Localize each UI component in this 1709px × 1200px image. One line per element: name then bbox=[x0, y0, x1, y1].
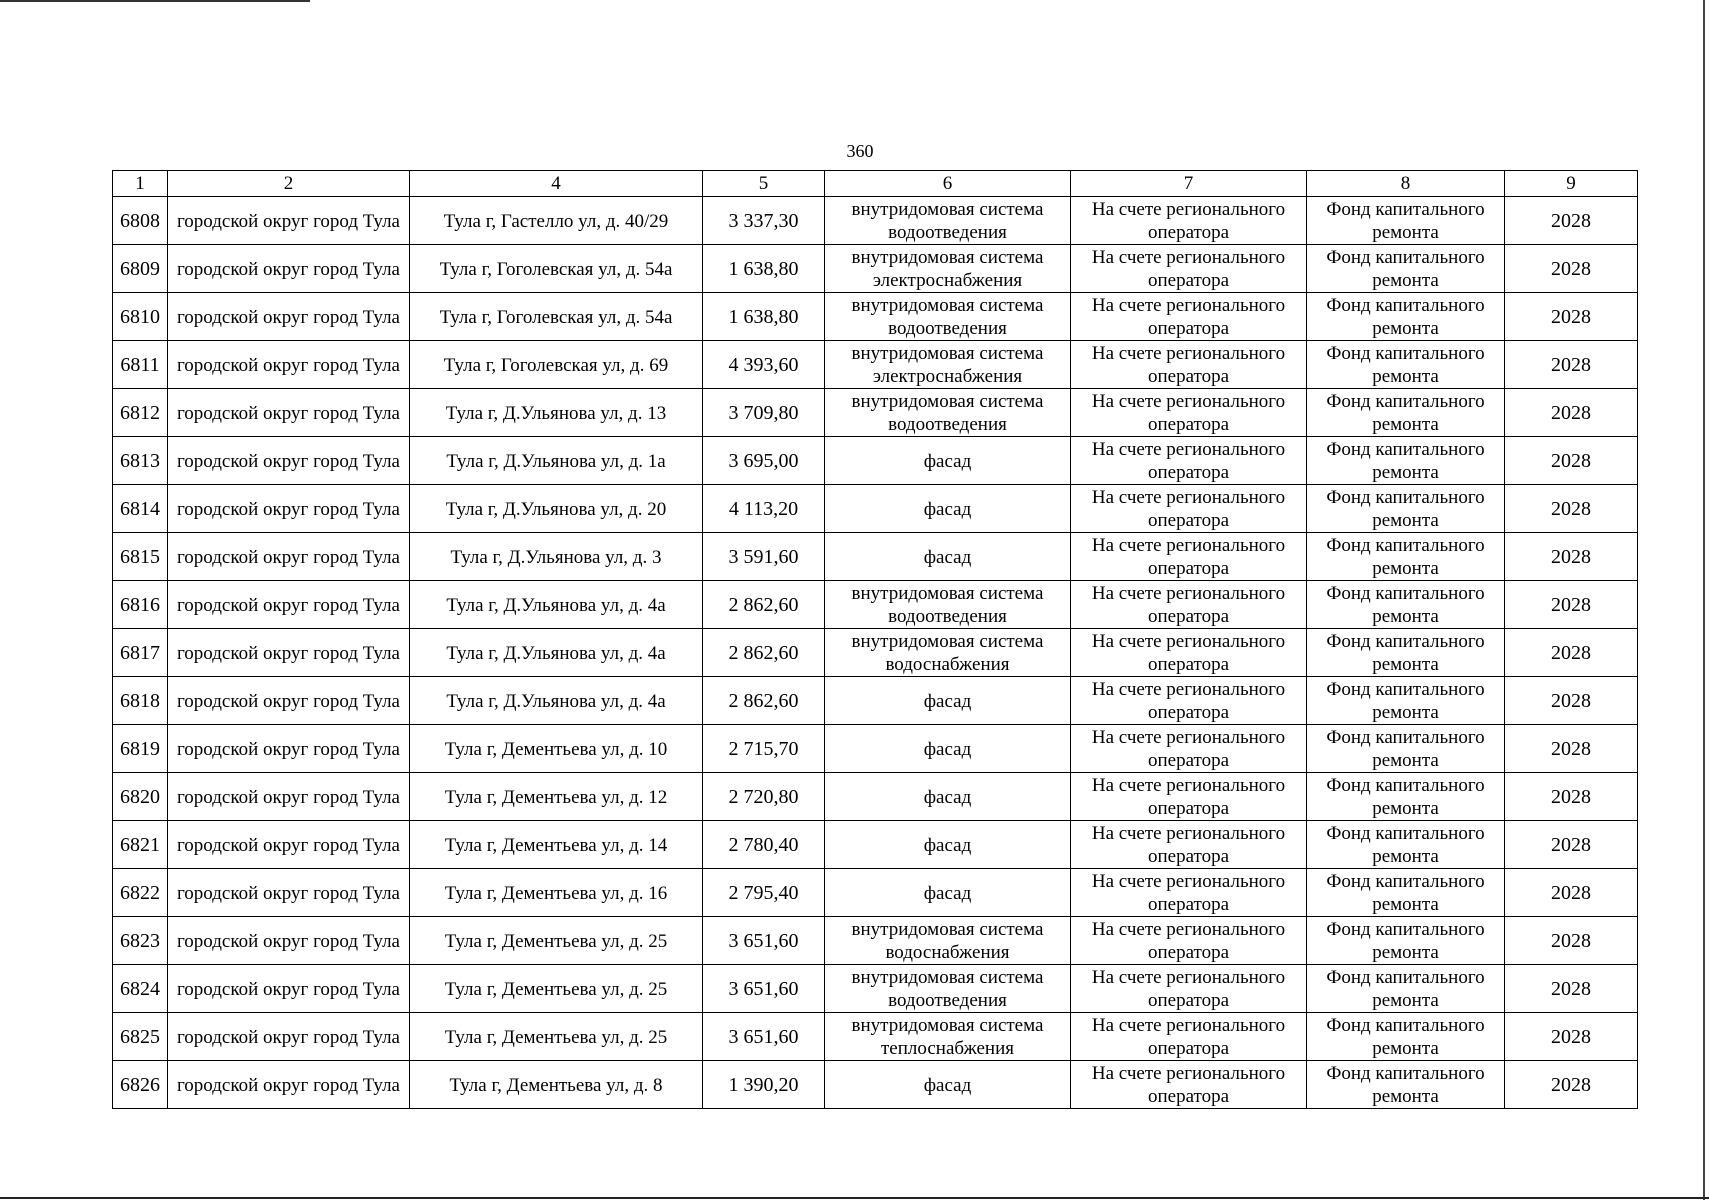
planned-year-cell: 2028 bbox=[1505, 1061, 1638, 1109]
municipality-cell: городской округ город Тула bbox=[168, 677, 410, 725]
planned-year-cell: 2028 bbox=[1505, 725, 1638, 773]
area-cell: 1 638,80 bbox=[703, 293, 825, 341]
row-number-cell: 6815 bbox=[113, 533, 168, 581]
funding-source-cell: Фонд капитального ремонта bbox=[1307, 1061, 1505, 1109]
fund-account-cell: На счете регионального оператора bbox=[1071, 197, 1307, 245]
area-cell: 3 651,60 bbox=[703, 965, 825, 1013]
table-row bbox=[113, 197, 1638, 245]
funding-source-cell: Фонд капитального ремонта bbox=[1307, 245, 1505, 293]
address-cell: Тула г, Дементьева ул, д. 25 bbox=[410, 917, 703, 965]
planned-year-cell: 2028 bbox=[1505, 437, 1638, 485]
structural-element-cell: внутридомовая система теплоснабжения bbox=[825, 1013, 1071, 1061]
row-number-cell: 6825 bbox=[113, 1013, 168, 1061]
structural-element-cell: внутридомовая система электроснабжения bbox=[825, 341, 1071, 389]
row-number-cell: 6819 bbox=[113, 725, 168, 773]
structural-element-cell: внутридомовая система водоотведения bbox=[825, 197, 1071, 245]
area-cell: 3 709,80 bbox=[703, 389, 825, 437]
fund-account-cell: На счете регионального оператора bbox=[1071, 245, 1307, 293]
structural-element-cell: фасад bbox=[825, 821, 1071, 869]
column-header: 5 bbox=[703, 171, 825, 197]
structural-element-cell: фасад bbox=[825, 485, 1071, 533]
structural-element-cell: внутридомовая система электроснабжения bbox=[825, 245, 1071, 293]
structural-element-cell: фасад bbox=[825, 773, 1071, 821]
row-number-cell: 6823 bbox=[113, 917, 168, 965]
structural-element-cell: фасад bbox=[825, 533, 1071, 581]
table-row bbox=[113, 341, 1638, 389]
fund-account-cell: На счете регионального оператора bbox=[1071, 389, 1307, 437]
row-number-cell: 6813 bbox=[113, 437, 168, 485]
address-cell: Тула г, Д.Ульянова ул, д. 1а bbox=[410, 437, 703, 485]
structural-element-cell: внутридомовая система водоснабжения bbox=[825, 629, 1071, 677]
fund-account-cell: На счете регионального оператора bbox=[1071, 485, 1307, 533]
planned-year-cell: 2028 bbox=[1505, 533, 1638, 581]
table-row bbox=[113, 629, 1638, 677]
fund-account-cell: На счете регионального оператора bbox=[1071, 1061, 1307, 1109]
funding-source-cell: Фонд капитального ремонта bbox=[1307, 533, 1505, 581]
planned-year-cell: 2028 bbox=[1505, 917, 1638, 965]
fund-account-cell: На счете регионального оператора bbox=[1071, 725, 1307, 773]
planned-year-cell: 2028 bbox=[1505, 965, 1638, 1013]
row-number-cell: 6814 bbox=[113, 485, 168, 533]
scan-bottom-edge-line bbox=[0, 1197, 1709, 1199]
municipality-cell: городской округ город Тула bbox=[168, 293, 410, 341]
column-header: 7 bbox=[1071, 171, 1307, 197]
planned-year-cell: 2028 bbox=[1505, 245, 1638, 293]
area-cell: 3 651,60 bbox=[703, 1013, 825, 1061]
row-number-cell: 6817 bbox=[113, 629, 168, 677]
municipality-cell: городской округ город Тула bbox=[168, 437, 410, 485]
planned-year-cell: 2028 bbox=[1505, 1013, 1638, 1061]
structural-element-cell: внутридомовая система водоотведения bbox=[825, 581, 1071, 629]
area-cell: 3 695,00 bbox=[703, 437, 825, 485]
planned-year-cell: 2028 bbox=[1505, 485, 1638, 533]
area-cell: 4 113,20 bbox=[703, 485, 825, 533]
row-number-cell: 6820 bbox=[113, 773, 168, 821]
structural-element-cell: внутридомовая система водоотведения bbox=[825, 389, 1071, 437]
table-row bbox=[113, 773, 1638, 821]
area-cell: 2 795,40 bbox=[703, 869, 825, 917]
municipality-cell: городской округ город Тула bbox=[168, 197, 410, 245]
row-number-cell: 6824 bbox=[113, 965, 168, 1013]
municipality-cell: городской округ город Тула bbox=[168, 725, 410, 773]
table-row bbox=[113, 581, 1638, 629]
funding-source-cell: Фонд капитального ремонта bbox=[1307, 389, 1505, 437]
table-row bbox=[113, 245, 1638, 293]
area-cell: 2 862,60 bbox=[703, 629, 825, 677]
funding-source-cell: Фонд капитального ремонта bbox=[1307, 869, 1505, 917]
row-number-cell: 6822 bbox=[113, 869, 168, 917]
structural-element-cell: внутридомовая система водоснабжения bbox=[825, 917, 1071, 965]
area-cell: 1 638,80 bbox=[703, 245, 825, 293]
area-cell: 3 651,60 bbox=[703, 917, 825, 965]
planned-year-cell: 2028 bbox=[1505, 581, 1638, 629]
row-number-cell: 6812 bbox=[113, 389, 168, 437]
funding-source-cell: Фонд капитального ремонта bbox=[1307, 725, 1505, 773]
structural-element-cell: фасад bbox=[825, 1061, 1071, 1109]
column-number-header-row bbox=[113, 171, 1638, 197]
planned-year-cell: 2028 bbox=[1505, 197, 1638, 245]
structural-element-cell: фасад bbox=[825, 869, 1071, 917]
address-cell: Тула г, Д.Ульянова ул, д. 4а bbox=[410, 581, 703, 629]
fund-account-cell: На счете регионального оператора bbox=[1071, 341, 1307, 389]
address-cell: Тула г, Дементьева ул, д. 8 bbox=[410, 1061, 703, 1109]
fund-account-cell: На счете регионального оператора bbox=[1071, 965, 1307, 1013]
municipality-cell: городской округ город Тула bbox=[168, 965, 410, 1013]
area-cell: 3 337,30 bbox=[703, 197, 825, 245]
fund-account-cell: На счете регионального оператора bbox=[1071, 821, 1307, 869]
planned-year-cell: 2028 bbox=[1505, 629, 1638, 677]
area-cell: 2 862,60 bbox=[703, 581, 825, 629]
address-cell: Тула г, Дементьева ул, д. 25 bbox=[410, 1013, 703, 1061]
page-number: 360 bbox=[846, 141, 874, 161]
structural-element-cell: фасад bbox=[825, 725, 1071, 773]
table-row bbox=[113, 869, 1638, 917]
fund-account-cell: На счете регионального оператора bbox=[1071, 773, 1307, 821]
table-row bbox=[113, 389, 1638, 437]
municipality-cell: городской округ город Тула bbox=[168, 821, 410, 869]
address-cell: Тула г, Дементьева ул, д. 12 bbox=[410, 773, 703, 821]
fund-account-cell: На счете регионального оператора bbox=[1071, 1013, 1307, 1061]
municipality-cell: городской округ город Тула bbox=[168, 1061, 410, 1109]
scan-right-edge-line bbox=[1703, 0, 1705, 1200]
address-cell: Тула г, Д.Ульянова ул, д. 13 bbox=[410, 389, 703, 437]
fund-account-cell: На счете регионального оператора bbox=[1071, 293, 1307, 341]
table-row bbox=[113, 677, 1638, 725]
area-cell: 2 862,60 bbox=[703, 677, 825, 725]
funding-source-cell: Фонд капитального ремонта bbox=[1307, 293, 1505, 341]
table-row bbox=[113, 485, 1638, 533]
area-cell: 4 393,60 bbox=[703, 341, 825, 389]
structural-element-cell: внутридомовая система водоотведения bbox=[825, 965, 1071, 1013]
area-cell: 2 780,40 bbox=[703, 821, 825, 869]
table-row bbox=[113, 533, 1638, 581]
municipality-cell: городской округ город Тула bbox=[168, 533, 410, 581]
funding-source-cell: Фонд капитального ремонта bbox=[1307, 821, 1505, 869]
funding-source-cell: Фонд капитального ремонта bbox=[1307, 917, 1505, 965]
fund-account-cell: На счете регионального оператора bbox=[1071, 437, 1307, 485]
area-cell: 1 390,20 bbox=[703, 1061, 825, 1109]
municipality-cell: городской округ город Тула bbox=[168, 245, 410, 293]
area-cell: 2 720,80 bbox=[703, 773, 825, 821]
municipality-cell: городской округ город Тула bbox=[168, 629, 410, 677]
planned-year-cell: 2028 bbox=[1505, 341, 1638, 389]
row-number-cell: 6808 bbox=[113, 197, 168, 245]
funding-source-cell: Фонд капитального ремонта bbox=[1307, 965, 1505, 1013]
address-cell: Тула г, Д.Ульянова ул, д. 3 bbox=[410, 533, 703, 581]
address-cell: Тула г, Дементьева ул, д. 25 bbox=[410, 965, 703, 1013]
funding-source-cell: Фонд капитального ремонта bbox=[1307, 773, 1505, 821]
structural-element-cell: фасад bbox=[825, 677, 1071, 725]
table-row bbox=[113, 725, 1638, 773]
planned-year-cell: 2028 bbox=[1505, 821, 1638, 869]
table-row bbox=[113, 1013, 1638, 1061]
address-cell: Тула г, Д.Ульянова ул, д. 4а bbox=[410, 629, 703, 677]
address-cell: Тула г, Дементьева ул, д. 14 bbox=[410, 821, 703, 869]
area-cell: 3 591,60 bbox=[703, 533, 825, 581]
table-row bbox=[113, 917, 1638, 965]
municipality-cell: городской округ город Тула bbox=[168, 485, 410, 533]
address-cell: Тула г, Д.Ульянова ул, д. 4а bbox=[410, 677, 703, 725]
planned-year-cell: 2028 bbox=[1505, 293, 1638, 341]
planned-year-cell: 2028 bbox=[1505, 389, 1638, 437]
table-row bbox=[113, 1061, 1638, 1109]
planned-year-cell: 2028 bbox=[1505, 677, 1638, 725]
table-body bbox=[113, 197, 1638, 1109]
address-cell: Тула г, Гоголевская ул, д. 54а bbox=[410, 293, 703, 341]
column-header: 1 bbox=[113, 171, 168, 197]
funding-source-cell: Фонд капитального ремонта bbox=[1307, 437, 1505, 485]
structural-element-cell: внутридомовая система водоотведения bbox=[825, 293, 1071, 341]
fund-account-cell: На счете регионального оператора bbox=[1071, 629, 1307, 677]
address-cell: Тула г, Дементьева ул, д. 16 bbox=[410, 869, 703, 917]
fund-account-cell: На счете регионального оператора bbox=[1071, 581, 1307, 629]
scan-top-edge-line bbox=[0, 0, 310, 2]
funding-source-cell: Фонд капитального ремонта bbox=[1307, 1013, 1505, 1061]
address-cell: Тула г, Дементьева ул, д. 10 bbox=[410, 725, 703, 773]
row-number-cell: 6809 bbox=[113, 245, 168, 293]
row-number-cell: 6811 bbox=[113, 341, 168, 389]
funding-source-cell: Фонд капитального ремонта bbox=[1307, 197, 1505, 245]
row-number-cell: 6821 bbox=[113, 821, 168, 869]
municipality-cell: городской округ город Тула bbox=[168, 869, 410, 917]
address-cell: Тула г, Д.Ульянова ул, д. 20 bbox=[410, 485, 703, 533]
table-row bbox=[113, 437, 1638, 485]
funding-source-cell: Фонд капитального ремонта bbox=[1307, 677, 1505, 725]
column-header: 9 bbox=[1505, 171, 1638, 197]
register-table bbox=[112, 170, 1638, 1109]
column-header: 4 bbox=[410, 171, 703, 197]
fund-account-cell: На счете регионального оператора bbox=[1071, 677, 1307, 725]
funding-source-cell: Фонд капитального ремонта bbox=[1307, 629, 1505, 677]
fund-account-cell: На счете регионального оператора bbox=[1071, 533, 1307, 581]
address-cell: Тула г, Гоголевская ул, д. 69 bbox=[410, 341, 703, 389]
municipality-cell: городской округ город Тула bbox=[168, 581, 410, 629]
address-cell: Тула г, Гастелло ул, д. 40/29 bbox=[410, 197, 703, 245]
funding-source-cell: Фонд капитального ремонта bbox=[1307, 341, 1505, 389]
municipality-cell: городской округ город Тула bbox=[168, 917, 410, 965]
row-number-cell: 6818 bbox=[113, 677, 168, 725]
row-number-cell: 6826 bbox=[113, 1061, 168, 1109]
table-row bbox=[113, 821, 1638, 869]
fund-account-cell: На счете регионального оператора bbox=[1071, 869, 1307, 917]
funding-source-cell: Фонд капитального ремонта bbox=[1307, 485, 1505, 533]
address-cell: Тула г, Гоголевская ул, д. 54а bbox=[410, 245, 703, 293]
column-header: 2 bbox=[168, 171, 410, 197]
table-row bbox=[113, 293, 1638, 341]
municipality-cell: городской округ город Тула bbox=[168, 341, 410, 389]
fund-account-cell: На счете регионального оператора bbox=[1071, 917, 1307, 965]
planned-year-cell: 2028 bbox=[1505, 773, 1638, 821]
municipality-cell: городской округ город Тула bbox=[168, 1013, 410, 1061]
structural-element-cell: фасад bbox=[825, 437, 1071, 485]
planned-year-cell: 2028 bbox=[1505, 869, 1638, 917]
row-number-cell: 6810 bbox=[113, 293, 168, 341]
municipality-cell: городской округ город Тула bbox=[168, 389, 410, 437]
area-cell: 2 715,70 bbox=[703, 725, 825, 773]
funding-source-cell: Фонд капитального ремонта bbox=[1307, 581, 1505, 629]
table-row bbox=[113, 965, 1638, 1013]
column-header: 8 bbox=[1307, 171, 1505, 197]
municipality-cell: городской округ город Тула bbox=[168, 773, 410, 821]
row-number-cell: 6816 bbox=[113, 581, 168, 629]
column-header: 6 bbox=[825, 171, 1071, 197]
